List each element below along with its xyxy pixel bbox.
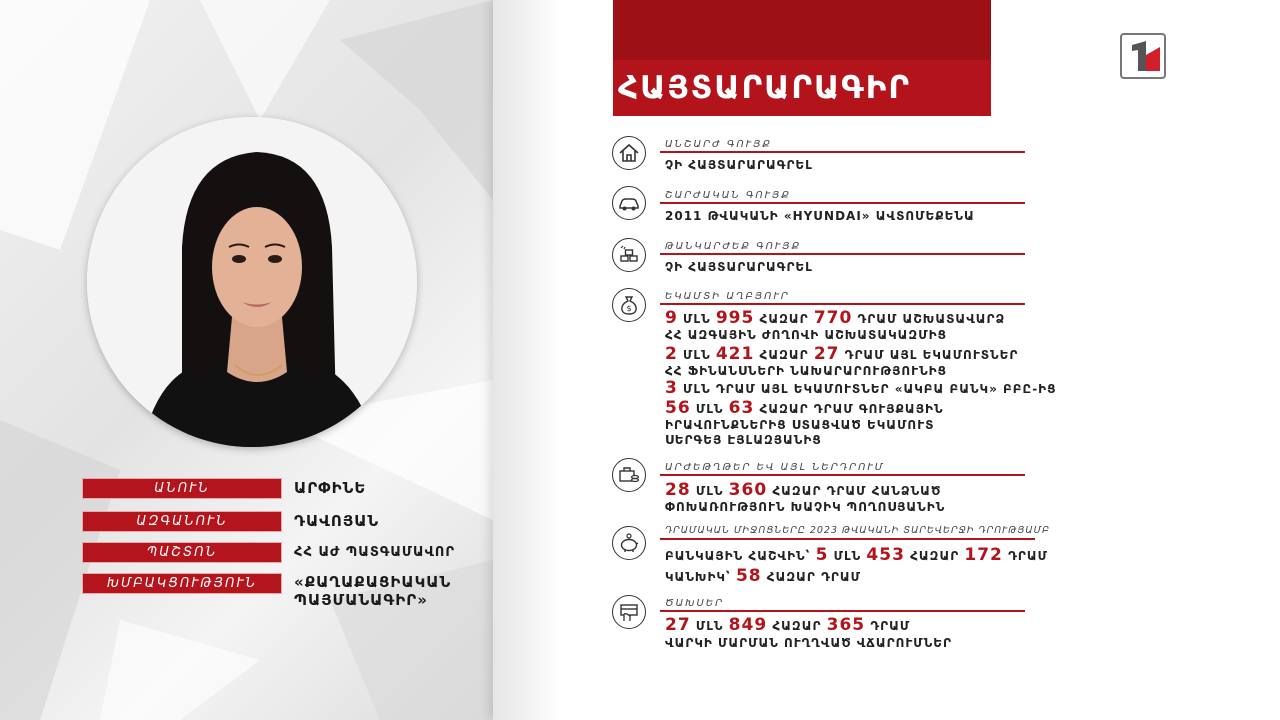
svg-text:$: $ <box>626 304 632 313</box>
income-line-2: 2 ՄԼՆ 421 ՀԱԶԱՐ 27 ԴՐԱՄ ԱՅԼ ԵԿԱՄՈՒՏՆԵՐ <box>665 344 1019 364</box>
income-line-3: 3 ՄԼՆ ԴՐԱՄ ԱՅԼ ԵԿԱՄՈՒՏՆԵՐ «ԱԿԲԱ ԲԱՆԿ» ԲԲԸ-ԻՑ <box>665 378 1057 398</box>
movable-label: ՇԱՐԺԱԿԱՆ ԳՈՒՅՔ <box>665 190 791 201</box>
income-line-1b: ՀՀ ԱԶԳԱՅԻՆ ԺՈՂՈՎԻ ԱՇԽԱՏԱԿԱԶՄԻՑ <box>665 328 947 342</box>
income-line-4: 56 ՄԼՆ 63 ՀԱԶԱՐ ԴՐԱՄ ԳՈՒՅՔԱՅԻՆ <box>665 398 944 418</box>
position-value: ՀՀ ԱԺ ՊԱՏԳԱՄԱՎՈՐ <box>294 545 456 560</box>
piggy-bank-icon <box>612 526 646 560</box>
card-payment-icon <box>612 595 646 629</box>
income-line-4b: ԻՐԱՎՈՒՆՔՆԵՐԻՑ ՍՏԱՑՎԱԾ ԵԿԱՄՈՒՏ <box>665 418 935 432</box>
house-icon <box>612 136 646 170</box>
income-label: ԵԿԱՄՏԻ ԱՂԲՅՈՒՐ <box>665 291 790 302</box>
cash-line-2: ԿԱՆԽԻԿ՝ 58 ՀԱԶԱՐ ԴՐԱՄ <box>665 566 861 586</box>
real-estate-label: ԱՆՇԱՐԺ ԳՈՒՅՔ <box>665 139 772 150</box>
gold-bars-icon <box>612 238 646 272</box>
briefcase-coins-icon <box>612 458 646 492</box>
portrait-photo <box>87 117 417 447</box>
page-title: ՀԱՅՏԱՐԱՐԱԳԻՐ <box>618 70 911 106</box>
name-value: ԱՐՓԻՆԵ <box>294 479 367 497</box>
divider <box>660 474 1025 476</box>
divider <box>660 610 1025 612</box>
expenses-line-1: 27 ՄԼՆ 849 ՀԱԶԱՐ 365 ԴՐԱՄ <box>665 615 911 635</box>
left-panel <box>0 0 493 720</box>
expenses-label: ԾԱԽՍԵՐ <box>665 598 725 609</box>
faction-value-line1: «ՔԱՂԱՔԱՑԻԱԿԱՆ <box>294 573 452 591</box>
divider <box>660 303 1025 305</box>
expenses-line-1b: ՎԱՐԿԻ ՄԱՐՄԱՆ ՈՒՂՂՎԱԾ ՎՃԱՐՈՒՄՆԵՐ <box>665 636 952 650</box>
faction-value-line2: ՊԱՅՄԱՆԱԳԻՐ» <box>294 591 428 609</box>
name-label: ԱՆՈՒՆ <box>82 478 282 499</box>
divider <box>660 253 1025 255</box>
surname-value: ԴԱՎՈՅԱՆ <box>294 512 380 530</box>
movable-text: 2011 ԹՎԱԿԱՆԻ «HYUNDAI» ԱՎՏՈՄԵՔԵՆԱ <box>665 209 975 223</box>
securities-line-1: 28 ՄԼՆ 360 ՀԱԶԱՐ ԴՐԱՄ ՀԱՆՁՆԱԾ <box>665 480 942 500</box>
valuables-label: ԹԱՆԿԱՐԺԵՔ ԳՈՒՅՔ <box>665 241 802 252</box>
channel-one-logo-icon <box>1120 33 1166 79</box>
cash-line-1: ԲԱՆԿԱՅԻՆ ՀԱՇՎԻՆ՝ 5 ՄԼՆ 453 ՀԱԶԱՐ 172 ԴՐԱՄ <box>665 545 1048 565</box>
income-line-2b: ՀՀ ՖԻՆԱՆՍՆԵՐԻ ՆԱԽԱՐԱՐՈՒԹՅՈՒՆԻՑ <box>665 364 948 378</box>
surname-label: ԱԶԳԱՆՈՒՆ <box>82 511 282 532</box>
cash-label: ԴՐԱՄԱԿԱՆ ՄԻՋՈՑՆԵՐԸ 2023 ԹՎԱԿԱՆԻ ՏԱՐԵՎԵՐՋԻ ԴՐՈՒԹՅԱՄԲ <box>665 525 1051 536</box>
money-bag-icon <box>612 288 646 322</box>
securities-label: ԱՐԺԵԹՂԹԵՐ ԵՎ ԱՅԼ ՆԵՐԴՐՈՒՄ <box>665 462 885 473</box>
divider <box>660 538 1035 540</box>
position-label: ՊԱՇՏՈՆ <box>82 542 282 563</box>
valuables-text: ՉԻ ՀԱՅՏԱՐԱՐԱԳՐԵԼ <box>665 260 813 274</box>
securities-line-1b: ՓՈԽԱՌՈՒԹՅՈՒՆ ԽԱՉԻԿ ՊՈՂՈՍՅԱՆԻՆ <box>665 500 946 514</box>
income-line-1: 9 ՄԼՆ 995 ՀԱԶԱՐ 770 ԴՐԱՄ ԱՇԽԱՏԱՎԱՐՁ <box>665 308 1006 328</box>
real-estate-text: ՉԻ ՀԱՅՏԱՐԱՐԱԳՐԵԼ <box>665 158 813 172</box>
income-line-4c: ՍԵՐԳԵՅ ԷՅԼԱԶՅԱՆԻՑ <box>665 433 822 447</box>
divider <box>660 202 1025 204</box>
faction-label: ԽՄԲԱԿՑՈՒԹՅՈՒՆ <box>82 573 282 594</box>
divider <box>660 151 1025 153</box>
car-icon <box>612 186 646 220</box>
